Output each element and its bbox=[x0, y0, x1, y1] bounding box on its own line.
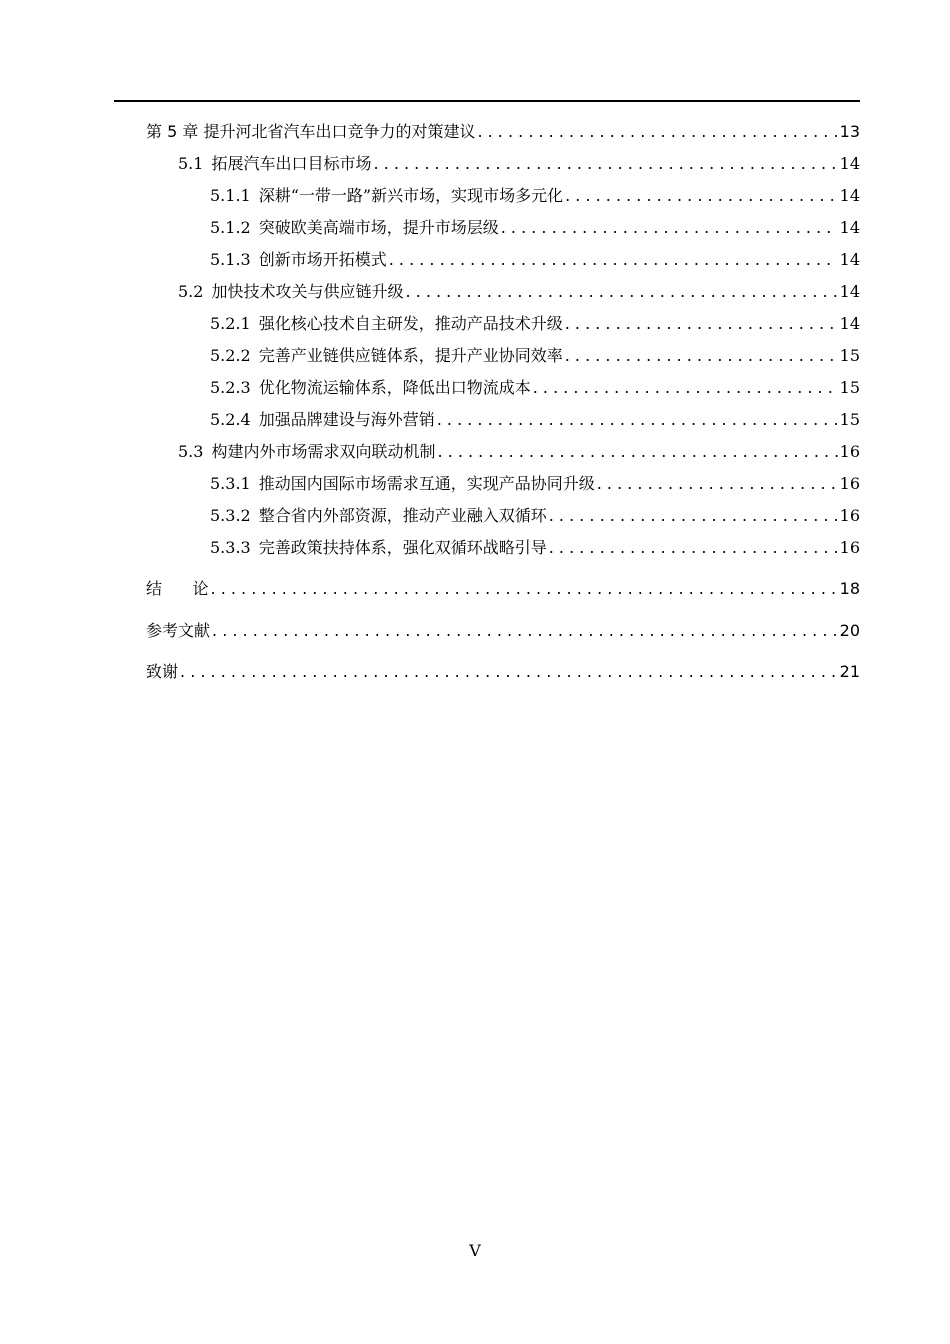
toc-entry-5-2-4[interactable] bbox=[210, 408, 860, 432]
toc-page-number: 15 bbox=[839, 346, 860, 365]
dot-leader bbox=[565, 184, 838, 208]
dot-leader bbox=[477, 120, 837, 144]
toc-entry-5-1-3[interactable] bbox=[210, 248, 860, 272]
toc-section-number: 5.1 bbox=[178, 154, 204, 173]
dot-leader bbox=[501, 216, 838, 240]
header-rule bbox=[114, 100, 860, 102]
toc-entry-5-3[interactable] bbox=[178, 440, 860, 464]
toc-page-number: 16 bbox=[839, 538, 860, 557]
toc-section-number: 5.2.1 bbox=[210, 314, 251, 333]
toc-page-number: 18 bbox=[839, 579, 860, 598]
toc-entry-5-2[interactable] bbox=[178, 280, 860, 304]
toc-page-number: 14 bbox=[839, 154, 860, 173]
toc-section-number: 5.3.2 bbox=[210, 506, 251, 525]
toc-section-number: 5.1.3 bbox=[210, 250, 251, 269]
toc-page-number: 14 bbox=[839, 250, 860, 269]
toc-section-number: 5.3.3 bbox=[210, 538, 251, 557]
toc-page-number: 14 bbox=[839, 282, 860, 301]
toc-entry-5-1-1[interactable] bbox=[210, 184, 860, 208]
dot-leader bbox=[549, 504, 838, 528]
dot-leader bbox=[405, 280, 837, 304]
toc-entry-conclusion[interactable] bbox=[146, 577, 860, 601]
toc-title: 参考文献 bbox=[146, 621, 211, 640]
dot-leader bbox=[212, 619, 838, 643]
toc-entry-acknowledgements[interactable] bbox=[146, 660, 860, 684]
toc-page-number: 16 bbox=[839, 442, 860, 461]
dot-leader bbox=[565, 344, 838, 368]
toc-entry-5-2-2[interactable] bbox=[210, 344, 860, 368]
dot-leader bbox=[533, 376, 838, 400]
toc-page-number: 16 bbox=[839, 474, 860, 493]
toc-entry-5-2-1[interactable] bbox=[210, 312, 860, 336]
toc-title: 创新市场开拓模式 bbox=[258, 250, 387, 269]
dot-leader bbox=[597, 472, 838, 496]
toc-page-number: 21 bbox=[839, 662, 860, 681]
dot-leader bbox=[549, 536, 838, 560]
dot-leader bbox=[437, 408, 838, 432]
toc-title: 突破欧美高端市场，提升市场层级 bbox=[258, 218, 499, 237]
toc-title: 拓展汽车出口目标市场 bbox=[211, 154, 372, 173]
dot-leader bbox=[389, 248, 838, 272]
toc-entry-5-3-2[interactable] bbox=[210, 504, 860, 528]
toc-title: 优化物流运输体系，降低出口物流成本 bbox=[258, 378, 531, 397]
toc-title: 整合省内外部资源，推动产业融入双循环 bbox=[258, 506, 547, 525]
toc-title: 推动国内国际市场需求互通，实现产品协同升级 bbox=[258, 474, 595, 493]
toc-page-number: 14 bbox=[839, 314, 860, 333]
toc-title: 强化核心技术自主研发，推动产品技术升级 bbox=[258, 314, 563, 333]
toc-section-number: 5.3 bbox=[178, 442, 204, 461]
page-number-footer: V bbox=[469, 1241, 481, 1260]
toc-page-number: 16 bbox=[839, 506, 860, 525]
dot-leader bbox=[437, 440, 837, 464]
toc-page-number: 13 bbox=[839, 122, 860, 141]
dot-leader bbox=[565, 312, 838, 336]
toc-section-number: 5.2.2 bbox=[210, 346, 251, 365]
toc-section-number: 5.2.3 bbox=[210, 378, 251, 397]
toc-title: 加快技术攻关与供应链升级 bbox=[211, 282, 404, 301]
toc-title: 完善产业链供应链体系，提升产业协同效率 bbox=[258, 346, 563, 365]
toc-entry-chapter-5[interactable] bbox=[146, 120, 860, 144]
toc-entry-5-1[interactable] bbox=[178, 152, 860, 176]
dot-leader bbox=[180, 660, 838, 684]
toc-entry-references[interactable] bbox=[146, 619, 860, 643]
toc-entry-5-1-2[interactable] bbox=[210, 216, 860, 240]
toc-section-number: 5.2 bbox=[178, 282, 204, 301]
toc-title: 加强品牌建设与海外营销 bbox=[258, 410, 435, 429]
toc-entry-5-2-3[interactable] bbox=[210, 376, 860, 400]
toc-section-number: 5.2.4 bbox=[210, 410, 251, 429]
toc-entry-5-3-3[interactable] bbox=[210, 536, 860, 560]
toc-title: 致谢 bbox=[146, 662, 179, 681]
toc-title: 完善政策扶持体系，强化双循环战略引导 bbox=[258, 538, 547, 557]
toc-section-number: 5.3.1 bbox=[210, 474, 251, 493]
toc-page-number: 14 bbox=[839, 186, 860, 205]
dot-leader bbox=[373, 152, 837, 176]
dot-leader bbox=[211, 577, 838, 601]
toc-page-number: 14 bbox=[839, 218, 860, 237]
toc-entry-5-3-1[interactable] bbox=[210, 472, 860, 496]
toc-section-number: 5.1.2 bbox=[210, 218, 251, 237]
toc-page-number: 20 bbox=[839, 621, 860, 640]
toc-section-number: 5.1.1 bbox=[210, 186, 251, 205]
toc-title: 深耕“一带一路”新兴市场，实现市场多元化 bbox=[258, 186, 564, 205]
toc-page-number: 15 bbox=[839, 410, 860, 429]
toc-page-number: 15 bbox=[839, 378, 860, 397]
toc-title: 结 论 bbox=[146, 579, 209, 598]
toc-title: 构建内外市场需求双向联动机制 bbox=[211, 442, 436, 461]
toc-title: 第 5 章 提升河北省汽车出口竞争力的对策建议 bbox=[146, 122, 476, 141]
